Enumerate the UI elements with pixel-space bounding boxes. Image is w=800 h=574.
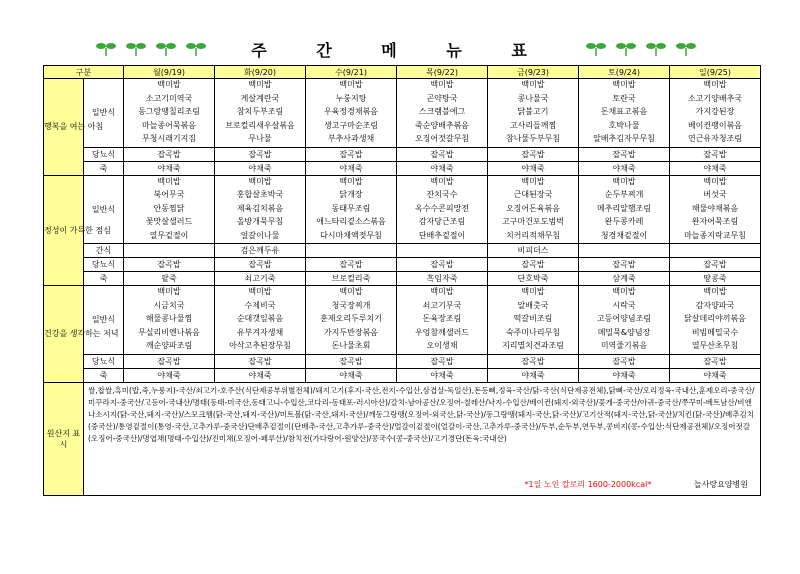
porridge-cell: 흑임자죽 [397,272,488,286]
porridge-cell: 단호박죽 [488,272,579,286]
menu-item: 누룽지탕 [335,93,367,103]
diabetic-cell: 잡곡밥 [124,258,215,272]
day-header: 화(9/20) [215,66,306,79]
menu-cell [670,286,761,355]
menu-cell [397,286,488,355]
menu-cell [124,175,215,244]
menu-item: 생고구마순조림 [323,120,379,130]
menu-cell [306,175,397,244]
weekly-menu-table [43,65,761,496]
menu-item: 유부겨자생채 [236,327,284,337]
diabetic-cell: 잡곡밥 [397,258,488,272]
lunch-snack-row [44,244,761,258]
porridge-cell: 야채죽 [306,161,397,175]
menu-item: 우육정경채볶음 [323,107,379,116]
menu-item: 백미밥 [248,287,272,296]
day-header-saturday: 토(9/24) [579,66,670,79]
origin-text: 쌀,찹쌀,흑미(밥,죽,누룽지)-국산/쇠고기-호주산(식단제공부위별전체)/돼지고기(후지-국산,전지-수입산,삼겹살-독일산),돈등뼈,정육-국산/닭-국산(식단제공전체),닭뼈-국산/오리정육-국내산,훈제오리-중국산/미꾸라지-중국산/고등어-국내산/명태(동태-미국산,동태고니-수입산,코다리-동태포-러시아산)/갈치-남아공산/오징어-칠레산/낙지-수입산/베이컨(돼지-외국산)/꽃게-중국산/아귀-중국산/쭈꾸미-베트남산/비엔나소시지(닭-국산,돼지-국산)/스모크햄(닭-국산,돼지-국산)/미트볼(닭-국산,돼지-국산)/깨동그랑땡(오징어-외국산,닭-국산)/동그랑땡(돼지-국산,닭-국산)/고기산적(돼지-국산,닭-국산)/치킨(닭-국산)/배추김치(중국산)/통영겉절이(통영-국산,고추가루-중국산)단배추겉절이(단배추-국산,고추가루-중국산)/얼갈이겉절이(얼갈이-국산,고추가루-중국산)/두부,순두부,연두부,콩비지(콩-수입산:식단제공전체)/오징어젓갈(오징어-중국산)/명엽채(명태-수입산)/진미채(오징어-페루산)/참치전(가다랑어-원양산)/콩국수(콩-중국산)/고기경단(돈육:국내산) [88,385,755,443]
menu-item: 고사리들깨찜 [509,120,557,130]
meal-type-porridge: 죽 [84,368,124,382]
menu-item: 돈채표고볶음 [600,107,648,116]
origin-row [44,382,761,495]
menu-item: 감자양파국 [695,300,735,310]
menu-item: 올방개묵무침 [236,217,284,226]
menu-item: 고등어양념조림 [596,314,652,323]
menu-item: 청경채겉절이 [600,230,648,240]
menu-item: 북어무국 [153,190,185,199]
menu-item: 버섯국 [703,190,727,199]
menu-cell [306,79,397,148]
menu-item: 백미밥 [612,176,636,186]
snack-cell [397,244,488,258]
porridge-cell: 브로컬리죽 [306,272,397,286]
menu-item: 동태무조림 [331,203,371,213]
porridge-cell: 야채죽 [670,368,761,382]
menu-item: 곤약탕국 [426,93,458,103]
diabetic-cell: 잡곡밥 [670,354,761,368]
menu-item: 무나물 [248,134,272,143]
menu-cell [215,286,306,355]
meal-type-diabetic: 당뇨식 [84,354,124,368]
menu-item: 백미밥 [703,80,727,89]
menu-item: 순두부찌개 [604,190,644,199]
menu-cell [124,79,215,148]
menu-item: 무실리비엔나볶음 [138,327,200,337]
menu-item: 소고기미역국 [145,93,193,103]
meal-type-general: 일반식 [84,79,124,148]
menu-item: 훈제오리두루치기 [320,314,382,323]
menu-item: 비빔메밀국수 [691,327,739,337]
menu-item: 해물야채볶음 [691,203,739,213]
menu-item: 백미밥 [430,287,454,296]
diabetic-cell: 잡곡밥 [488,354,579,368]
porridge-cell: 팥죽 [124,272,215,286]
day-header: 수(9/21) [306,66,397,79]
menu-cell [215,79,306,148]
menu-item: 백미밥 [612,80,636,89]
diabetic-cell: 잡곡밥 [215,258,306,272]
menu-cell [397,79,488,148]
menu-item: 해물콩나물찜 [145,314,193,323]
meal-type-diabetic: 당뇨식 [84,147,124,161]
menu-item: 메밀묵&양념장 [597,327,651,337]
menu-item: 잔치국수 [426,190,458,199]
dinner-main-row [44,286,761,355]
diabetic-cell: 잡곡밥 [579,354,670,368]
menu-item: 백미밥 [430,176,454,186]
menu-item: 얼갈이나물 [240,230,280,240]
menu-item: 치커리적채무침 [505,230,561,240]
menu-item: 백미밥 [703,287,727,296]
menu-item: 다시마채액젓무침 [320,230,382,240]
menu-cell [670,175,761,244]
diabetic-cell: 잡곡밥 [124,354,215,368]
porridge-cell: 삼계죽 [579,272,670,286]
menu-item: 미역줄기볶음 [600,341,648,350]
diabetic-cell: 잡곡밥 [306,354,397,368]
menu-item: 닭불고기 [517,107,549,116]
menu-item: 무청시래기지짐 [141,134,197,143]
diabetic-cell: 잡곡밥 [215,354,306,368]
menu-item: 알배춧국 [517,300,549,310]
menu-item: 죽순양배추볶음 [414,120,470,130]
porridge-cell: 야채죽 [488,368,579,382]
menu-item: 백미밥 [339,80,363,89]
porridge-cell: 쇠고기죽 [215,272,306,286]
dinner-porridge-row [44,368,761,382]
menu-item: 참치두부조림 [236,107,284,116]
diabetic-cell: 잡곡밥 [579,258,670,272]
menu-item: 애느타리곁소스볶음 [316,217,386,226]
menu-item: 숙주미나리무침 [505,327,561,337]
porridge-cell: 야채죽 [670,161,761,175]
menu-item: 돈나물초회 [331,341,371,350]
origin-text-cell [84,382,761,495]
menu-item: 참나물두부무침 [505,134,561,143]
category-header: 구분 [44,66,124,79]
porridge-cell: 야채죽 [215,368,306,382]
day-header: 금(9/23) [488,66,579,79]
diabetic-cell: 잡곡밥 [670,147,761,161]
menu-item: 옥수수콘피망전 [414,203,470,213]
menu-cell [488,79,579,148]
dinner-diabetic-row [44,354,761,368]
menu-item: 백미밥 [521,176,545,186]
menu-item: 백미밥 [248,176,272,186]
menu-item: 토란국 [612,93,636,103]
menu-item: 백미밥 [157,80,181,89]
menu-item: 백미밥 [339,287,363,296]
meal-type-general: 일반식 [84,286,124,355]
diabetic-cell: 잡곡밥 [488,258,579,272]
menu-item: 베이컨팽이볶음 [687,120,743,130]
menu-item: 백미밥 [157,287,181,296]
diabetic-cell: 잡곡밥 [397,354,488,368]
header-row [44,66,761,79]
snack-cell [124,244,215,258]
menu-item: 열무겉절이 [149,230,189,240]
menu-item: 연근유자청조림 [687,134,743,143]
menu-item: 아삭고추된장무침 [229,341,291,350]
menu-item: 동그랑땡칠리조림 [138,107,200,116]
porridge-cell: 땅콩죽 [670,272,761,286]
menu-item: 떡갈비조림 [513,314,553,323]
day-header-sunday: 일(9/25) [670,66,761,79]
breakfast-label: 행복을 여는 아침 [44,79,84,176]
breakfast-porridge-row [44,161,761,175]
footer-note [524,479,748,491]
porridge-cell: 야채죽 [124,161,215,175]
day-header: 월(9/19) [124,66,215,79]
menu-item: 브로컬리새우살볶음 [225,120,295,130]
menu-item: 근대된장국 [513,190,553,199]
menu-cell [579,175,670,244]
menu-item: 꽃맛살샐러드 [145,217,193,226]
breakfast-diabetic-row [44,147,761,161]
menu-cell [579,79,670,148]
snack-cell [579,244,670,258]
menu-item: 닭개장 [339,190,363,199]
page-title: 주 간 메 뉴 표 [251,41,549,60]
menu-item: 마늘종지락교무침 [684,230,746,240]
menu-item: 지리멸치견과조림 [502,341,564,350]
porridge-cell: 야채죽 [306,368,397,382]
dinner-label: 건강을 생각하는 저녁 [44,286,84,383]
breakfast-main-row [44,79,761,148]
menu-item: 닭살데리야끼볶음 [684,314,746,323]
menu-item: 알배추김자무무침 [593,134,655,143]
menu-item: 단배추겉절이 [418,230,466,240]
meal-type-porridge: 죽 [84,161,124,175]
menu-cell [488,175,579,244]
menu-cell [397,175,488,244]
snack-cell [670,244,761,258]
menu-item: 소고기양배추국 [687,93,743,103]
snack-cell [306,244,397,258]
lunch-porridge-row [44,272,761,286]
menu-item: 콩나물국 [517,93,549,103]
diabetic-cell: 잡곡밥 [124,147,215,161]
menu-item: 부추사과생채 [327,134,375,143]
menu-item: 열무산초무침 [691,341,739,350]
menu-body [44,79,761,383]
origin-label: 원산지 표시 [44,382,84,495]
menu-item: 가지강된장 [695,107,735,116]
menu-item: 깨순양파조림 [145,341,193,350]
snack-cell: 비피더스 [488,244,579,258]
porridge-cell: 야채죽 [397,161,488,175]
menu-item: 스크램블에그 [418,107,466,116]
menu-item: 시락국 [612,300,636,310]
menu-item: 오이생채 [426,341,458,350]
porridge-cell: 야채죽 [397,368,488,382]
day-header: 목(9/22) [397,66,488,79]
diabetic-cell: 잡곡밥 [579,147,670,161]
diabetic-cell: 잡곡밥 [670,258,761,272]
menu-cell [306,286,397,355]
menu-item: 게살계란국 [240,93,280,103]
porridge-cell: 야채죽 [124,368,215,382]
facility-name: 늘사랑요양병원 [693,479,748,489]
diabetic-cell: 잡곡밥 [306,147,397,161]
menu-item: 백미밥 [339,176,363,186]
menu-item: 백미밥 [248,80,272,89]
menu-item: 메추리알햄조림 [596,203,652,213]
menu-item: 안동찜닭 [153,203,185,213]
menu-cell [488,286,579,355]
meal-type-snack: 간식 [84,244,124,258]
snack-cell: 검은깨두유 [215,244,306,258]
menu-item: 수제비국 [244,300,276,310]
calorie-note: *1일 노인 칼로리 1600-2000kcal* [524,479,652,489]
porridge-cell: 야채죽 [215,161,306,175]
diabetic-cell: 잡곡밥 [306,258,397,272]
menu-item: 백미밥 [521,287,545,296]
menu-item: 마늘종어묵볶음 [141,120,197,130]
menu-cell [670,79,761,148]
menu-item: 오징어돈육볶음 [505,203,561,213]
meal-type-diabetic: 당뇨식 [84,258,124,272]
menu-cell [124,286,215,355]
menu-item: 청국장찌개 [331,300,371,310]
porridge-cell: 야채죽 [488,161,579,175]
menu-item: 백미밥 [612,287,636,296]
menu-item: 우엉참깨샐러드 [414,327,470,337]
menu-cell [215,175,306,244]
menu-item: 홍합살초박국 [236,190,284,199]
menu-item: 백미밥 [157,176,181,186]
diabetic-cell: 잡곡밥 [397,147,488,161]
menu-cell [579,286,670,355]
menu-item: 순대갯잎볶음 [236,314,284,323]
lunch-main-row [44,175,761,244]
menu-item: 쇠고기무국 [422,300,462,310]
menu-item: 제육김치볶음 [236,203,284,213]
meal-type-porridge: 죽 [84,272,124,286]
porridge-cell: 야채죽 [579,161,670,175]
menu-item: 돈육장조림 [422,314,462,323]
diabetic-cell: 잡곡밥 [488,147,579,161]
diabetic-cell: 잡곡밥 [215,147,306,161]
menu-item: 백미밥 [703,176,727,186]
menu-item: 가지두반장볶음 [323,327,379,337]
lunch-diabetic-row [44,258,761,272]
meal-type-general: 일반식 [84,175,124,244]
menu-item: 감자당근조림 [418,217,466,226]
menu-item: 백미밥 [430,80,454,89]
menu-item: 시금치국 [153,300,185,310]
lunch-label: 정성이 가득한 점심 [44,175,84,286]
menu-item: 완두콩카레 [604,217,644,226]
porridge-cell: 야채죽 [579,368,670,382]
menu-item: 백미밥 [521,80,545,89]
menu-item: 고구마건포도범벅 [502,217,564,226]
menu-item: 완자어묵조림 [691,217,739,226]
menu-item: 오징어젓갈무침 [414,134,470,143]
menu-item: 호박나물 [608,120,640,130]
